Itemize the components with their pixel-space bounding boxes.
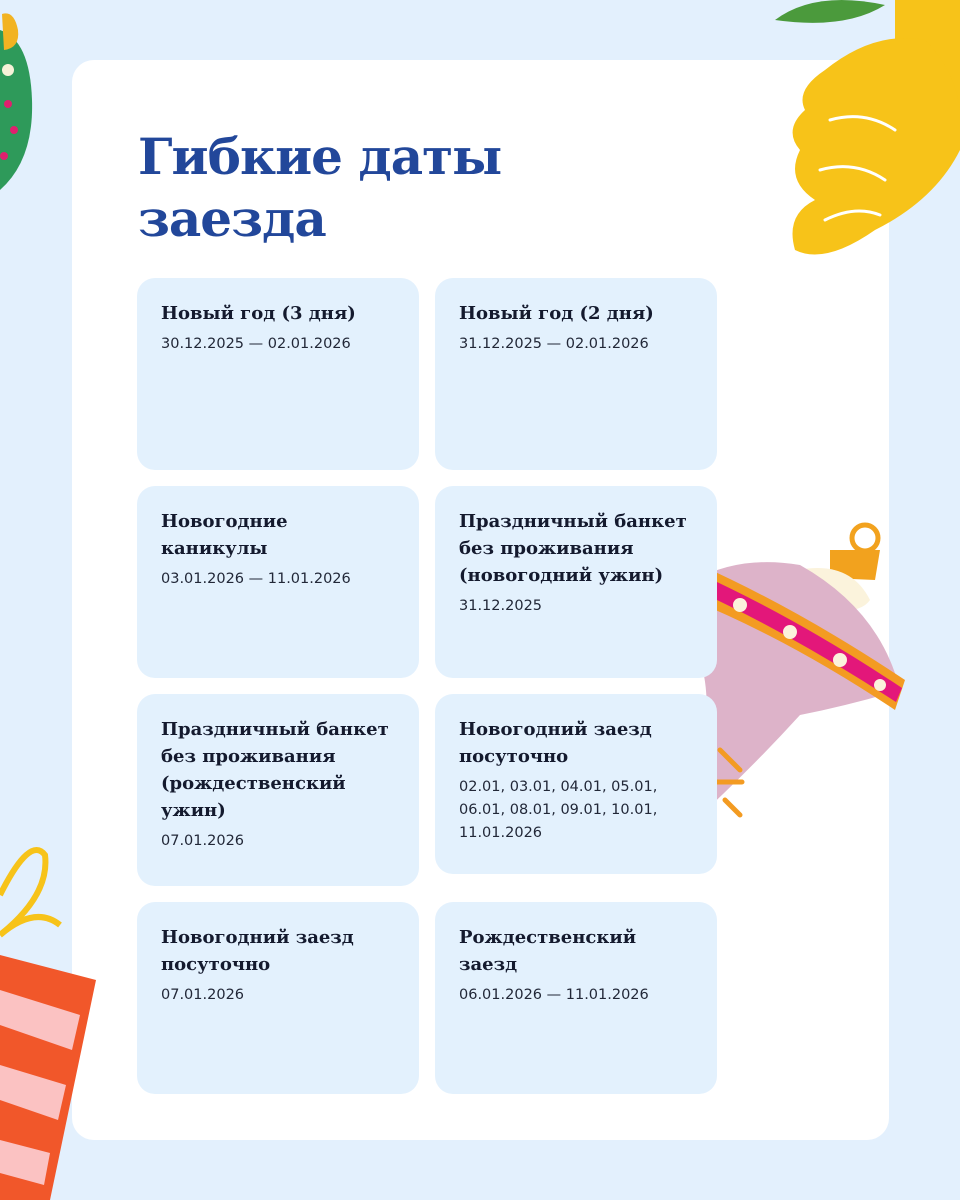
date-card[interactable] xyxy=(435,278,717,470)
card-title: Новый год (2 дня) xyxy=(459,303,654,324)
date-card[interactable] xyxy=(435,902,717,1094)
date-card[interactable] xyxy=(137,902,419,1094)
date-card[interactable] xyxy=(435,486,717,678)
card-title: Новогодний заезд посуточно xyxy=(161,927,354,975)
card-title: Новогодний заезд посуточно xyxy=(459,719,652,767)
card-title: Новый год (3 дня) xyxy=(161,303,356,324)
card-title: Рождественский заезд xyxy=(459,927,637,975)
card-dates: 31.12.2025 xyxy=(459,598,543,614)
yellow-branch-top-right xyxy=(755,0,960,270)
date-card[interactable] xyxy=(137,486,419,678)
page-title-line-1: Гибкие даты xyxy=(138,127,502,186)
card-dates: 07.01.2026 xyxy=(161,833,245,849)
card-dates: 06.01.2026 — 11.01.2026 xyxy=(459,987,649,1003)
date-card[interactable] xyxy=(435,694,717,874)
date-card[interactable] xyxy=(137,278,419,470)
card-title: Праздничный банкет без проживания (новогодний ужин) xyxy=(459,511,687,586)
card-dates: 30.12.2025 — 02.01.2026 xyxy=(161,336,351,352)
card-dates: 03.01.2026 — 11.01.2026 xyxy=(161,571,351,587)
card-dates: 07.01.2026 xyxy=(161,987,245,1003)
gift-box-bottom-left xyxy=(0,835,100,1200)
page-title xyxy=(138,126,501,250)
card-title: Новогодние каникулы xyxy=(161,511,288,559)
card-dates: 31.12.2025 — 02.01.2026 xyxy=(459,336,649,352)
card-dates: 02.01, 03.01, 04.01, 05.01, 06.01, 08.01, 09.01, 10.01, 11.01.2026 xyxy=(459,779,658,841)
ornament-top-left xyxy=(0,0,40,200)
date-card[interactable] xyxy=(137,694,419,886)
page-title-line-2: заезда xyxy=(138,189,326,248)
card-title: Праздничный банкет без проживания (рождественский ужин) xyxy=(161,719,389,821)
